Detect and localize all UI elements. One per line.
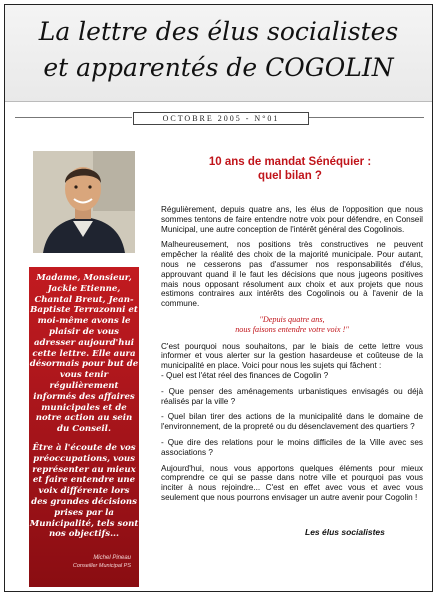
- article-paragraph-1: Régulièrement, depuis quatre ans, les élus de l'opposition que nous sommes tentons de faire entendre notre voix pour défendre, en Conseil Municipal, une autre conception de l'intérêt général des Cogolinois.: [161, 205, 423, 234]
- article-paragraph-2: Malheureusement, nos positions très constructives ne peuvent empêcher la réalité des choix de la majorité municipale. Pour autant, nous ne cesserons pas d'assumer nos responsabilités d'élus, approuvant quand il le faut les décisions que nous jugeons positives mais nous opposant résolument aux choix et aux projets que nous estimons contraires aux intérêts des Cogolinois ou à l'avenir de la commune.: [161, 240, 423, 309]
- question-item: - Que dire des relations pour le moins difficiles de la Ville avec ses associations ?: [161, 437, 423, 457]
- newsletter-page: [4, 4, 433, 592]
- question-item: - Quel est l'état réel des finances de Cogolin ?: [161, 370, 329, 380]
- article-body: [161, 205, 423, 509]
- question-item: - Quel bilan tirer des actions de la municipalité dans le domaine de l'environnement, de la propreté ou du désenclavement des quartiers ?: [161, 412, 423, 432]
- headline-line-2: quel bilan ?: [258, 170, 322, 182]
- article-headline: [165, 155, 415, 183]
- masthead: [5, 5, 432, 102]
- issue-date: OCTOBRE 2005 - N°01: [133, 112, 309, 125]
- pull-quote: [161, 315, 423, 335]
- pull-quote-line-2: nous faisons entendre votre voix !": [235, 324, 349, 334]
- signature-role: Conseiller Municipal PS: [72, 563, 131, 569]
- article-paragraph-3: C'est pourquoi nous souhaitons, par le biais de cette lettre vous informer et vous alerter sur la gestion hasardeuse et coûteuse de la municipalité en place. Voici pour nous les sujets qui fâchent :: [161, 341, 423, 371]
- portrait-frame: [27, 145, 141, 263]
- pull-quote-line-1: "Depuis quatre ans,: [259, 314, 325, 324]
- question-item: - Que penser des aménagements urbanistiques envisagés ou déjà réalisés par la ville ?: [161, 386, 423, 406]
- article-paragraph-4: Aujourd'hui, nous vous apportons quelques éléments pour mieux comprendre ce qui se passe dans notre ville et pourquoi pas vous inciter à nous rejoindre... C'est en effet avec vous et avec vous seulement que nous pourrons envisager un autre avenir pour Cogolin !: [161, 463, 423, 502]
- title-line-2: et apparentés de COGOLIN: [43, 53, 394, 82]
- article-signoff: Les élus socialistes: [305, 527, 385, 537]
- question-list: [161, 371, 423, 458]
- issue-rule-right: [309, 117, 424, 118]
- editorial-panel: [29, 267, 139, 587]
- editorial-text: [29, 273, 139, 548]
- issue-rule-left: [15, 117, 132, 118]
- signature-name: Michel Pineau: [93, 555, 131, 561]
- portrait-illustration: [33, 151, 135, 253]
- editorial-paragraph-1: Madame, Monsieur, Jackie Etienne, Chantal Breut, Jean-Baptiste Terrazonni et moi-même avons le plaisir de vous adresser aujourd'hui cette lettre. Elle aura désormais pour but de vous tenir régulièrement informés des affaires municipales et de notre action au sein du Conseil.: [29, 273, 139, 435]
- title-line-1: La lettre des élus socialistes: [38, 17, 399, 46]
- portrait-photo: [33, 151, 135, 253]
- editorial-paragraph-2: Être à l'écoute de vos préoccupations, vous représenter au mieux et faire entendre une voix différente lors des grandes décisions prises par la Municipalité, tels sont nos objectifs...: [29, 442, 139, 540]
- headline-line-1: 10 ans de mandat Sénéquier :: [208, 156, 372, 168]
